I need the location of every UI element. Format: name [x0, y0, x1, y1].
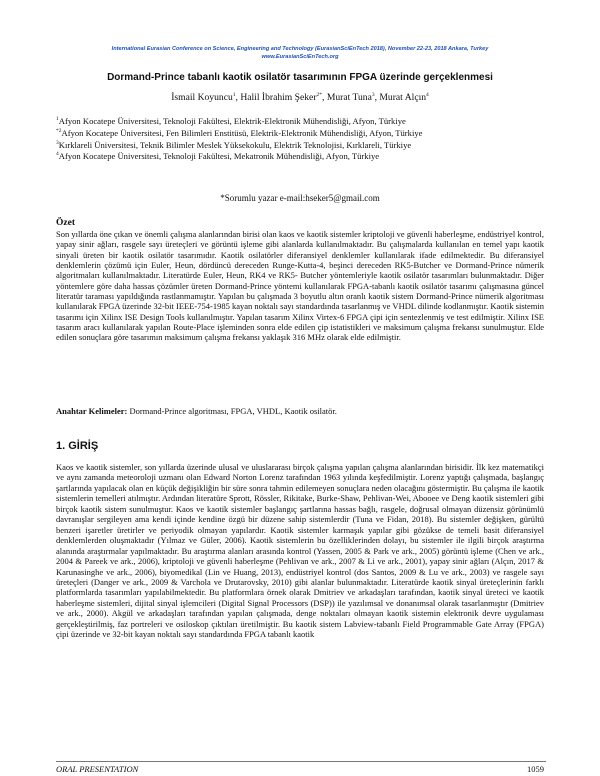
conference-header — [40, 45, 560, 61]
affiliation — [56, 128, 556, 140]
abstract-text: Son yıllarda öne çıkan ve önemli çalışma alanlarından birisi olan kaos ve kaotik sistemler kriptoloji ve güvenli haberleşme, endüstriyel kontrol, yapay sinir ağları, rasgele sayı üreteçleri ve görüntü işleme gibi alanlarda kullanılmaktadır. Bu çalışmalarda kullanılan en temel yapı kaotik sinyali üreten bir kaotik osilatör tasarımıdır. Kaotik osilatörler diferansiyel denklemler kullanılarak ifade edilmektedir. Bu diferansiyel denklemlerin çözümü için Euler, Heun, dördüncü dereceden Runge-Kutta-4, beşinci dereceden RK5-Butcher ve Dormand-Prince nümerik algoritmaları kullanılmaktadır. Literatürde Euler, Heun, RK4 ve RK5- Butcher yöntemleriyle kaotik osilatör tasarımları bulunmaktadır. Diğer yöntemlere göre daha hassas çözümler üreten Dormand-Prince yöntemi kullanılarak FPGA-tabanlı kaotik osilatör tasarımı çalışmasına güncel literatür taraması yapıldığında rastlanmamıştır. Yapılan bu çalışmada 3 boyutlu altın oranlı kaotik sistem Dormand-Prince nümerik algoritması kullanılarak FPGA üzerinde 32-bit IEEE-754-1985 kayan noktalı sayı standardında tasarlanmış ve VHDL dilinde kodlanmıştır. Kaotik sistemin tasarımı için Xilinx ISE Design Tools kullanılmıştır. Yapılan tasarım Xilinx Virtex-6 FPGA çipi için sentezlenmiş ve test edilmiştir. Xilinx ISE tasarım aracı kullanılarak yapılan Route-Place işleminden sonra elde edilen çip istatistikleri ve maksimum çalışma frekansı sunulmuştur. Elde edilen sonuçlara göre tasarımın maksimum çalışma frekansı yaklaşık 316 MHz olarak elde edilmiştir. — [56, 229, 544, 343]
conference-line: International Eurasian Conference on Science, Engineering and Technology (EurasianSciEnTech 2018), November 22-23, 2018 Ankara, Turkey — [111, 46, 489, 52]
conference-website: www.EurasianSciEnTech.org — [261, 54, 339, 60]
affiliation-sup: 1 — [56, 116, 59, 123]
affiliation-text: Afyon Kocatepe Üniversitesi, Fen Bilimleri Enstitüsü, Elektrik-Elektronik Mühendisliği, Afyon, Türkiye — [61, 127, 423, 138]
author-name: Murat Alçın — [379, 92, 427, 103]
paper-title: Dormand-Prince tabanlı kaotik osilatör tasarımının FPGA üzerinde gerçeklenmesi — [107, 72, 493, 83]
affiliation-sup: 3 — [56, 139, 59, 146]
footer-divider — [56, 761, 546, 762]
author-sup: 3 — [371, 91, 375, 98]
keywords-line — [56, 406, 544, 416]
author-sup: 2* — [316, 91, 323, 98]
author-sup: 4 — [426, 91, 429, 98]
keywords-text: Dormand-Prince algoritması, FPGA, VHDL, Kaotik osilatör. — [129, 406, 337, 416]
author-name: İsmail Koyuncu — [171, 92, 233, 103]
author-list: İsmail Koyuncu$^1$, Halil İbrahim Şeker$^{2*}$, Murat Tuna$^3$, Murat Alçın$^4$ — [171, 91, 429, 103]
affiliation-text: Afyon Kocatepe Üniversitesi, Teknoloji Fakültesi, Mekatronik Mühendisliği, Afyon, Türkiye — [58, 151, 380, 162]
affiliation-text: Kırklareli Üniversitesi, Teknik Bilimler Meslek Yüksekokulu, Elektrik Teknolojisi, Kırklareli, Türkiye — [58, 139, 412, 150]
affiliation-list — [56, 116, 556, 163]
section-text: Kaos ve kaotik sistemler, son yıllarda üzerinde ulusal ve uluslararası birçok çalışma yapılan çalışma alanlarından birisidir. İlk kez matematikçi ve aynı zamanda meteoroloji uzmanı olan Edward Norton Lorenz tarafından 1963 yılında keşfedilmiştir. Lorenz yaptığı çalışmada, başlangıç şartlarında yapılacak olan en küçük değişikliğin bir süre sonra tahmin edilemeyen sonuçlara neden olacağını göstermiştir. Bu çalışma ile kaotik sistemlerin temelleri atılmıştır. Ardından literatüre Sprott, Rössler, Rikitake, Burke-Shaw, Pehlivan-Wei, Abooee ve Deng kaotik sistemleri gibi birçok kaotik sistem sunulmuştur. Kaos ve kaotik sistemler başlangıç şartlarına hassas bağlı, rasgele, doğrusal olmayan düzensiz görünümlü davranışlar sergileyen ama kendi içinde kendine özgü bir düzene sahip sistemlerdir (Tuna ve Fidan, 2018). Bu sistemler değişken, gürültü benzeri işaretler üretirler ve periyodik olmayan yapılardır. Kaotik sistemler karmaşık yapılar gibi gözükse de temeli basit diferansiyel denklemlerden oluşmaktadır (Yılmaz ve Güler, 2006). Kaotik sistemlerin bu özelliklerinden dolayı, bu sistemler ile ilgili birçok araştırma alanında araştırmalar yapılmaktadır. Bu araştırma alanları arasında kontrol (Yassen, 2005 & Park ve ark., 2005) görüntü işleme (Chen ve ark., 2004 & Pareek ve ark., 2006), kriptoloji ve güvenli haberleşme (Pehlivan ve ark., 2007 & Li ve ark., 2001), yapay sinir ağları (Alçın, 2017 & Karunasinghe ve ark., 2006), biyomedikal (Lin ve Huang, 2013), endüstriyel kontrol (dos Santos, 2009 & Lu ve ark., 2003) ve rasgele sayı üreteçleri (Danger ve ark., 2009 & Varchola ve Drutarovsky, 2010) gibi alanlar bulunmaktadır. Literatürde kaotik sinyal üreteçlerinin farklı platformlarda tasarımları yapılabilmektedir. Bu platformlara örnek olarak Dmitriev ve arkadaşları tarafından, kaotik sinyal üreteci ve kaotik haberleşme sistemleri, dijital sinyal işlemcileri (Digital Signal Processors (DSP)) ile yazılımsal ve donanımsal olarak tasarlanmıştır (Dmitriev ve ark., 2000). Akgül ve arkadaşları tarafından yapılan çalışmada, denge noktaları olmayan kaotik sistemin elektronik devre uygulaması gerçekleştirilmiş, faz portreleri ve osiloskop çıktıları üretilmiştir. Bu kaotik sistem Labview-tabanlı Field Programmable Gate Array (FPGA) çipi üzerinde ve 32-bit kayan noktalı sayı standardında FPGA tabanlı kaotik — [56, 462, 544, 640]
affiliation — [56, 140, 556, 152]
abstract-heading: Özet — [56, 218, 75, 228]
corresponding-email: *Sorumlu yazar e-mail:hseker5@gmail.com — [220, 193, 380, 203]
author-name: Halil İbrahim Şeker — [240, 92, 317, 103]
author-name: Murat Tuna — [326, 92, 372, 103]
page-number: 1059 — [527, 764, 544, 774]
affiliation — [56, 151, 556, 163]
affiliation-sup: 4 — [56, 151, 59, 158]
keywords-label: Anahtar Kelimeler: — [56, 406, 128, 416]
footer-label: ORAL PRESENTATION — [56, 764, 139, 774]
affiliation-text: Afyon Kocatepe Üniversitesi, Teknoloji Fakültesi, Elektrik-Elektronik Mühendisliği, Afyon, Türkiye — [58, 116, 406, 126]
author-sup: 1 — [232, 91, 236, 98]
affiliation-sup: *2 — [56, 127, 62, 134]
affiliation — [56, 116, 556, 128]
section-heading: 1. GİRİŞ — [56, 440, 99, 452]
